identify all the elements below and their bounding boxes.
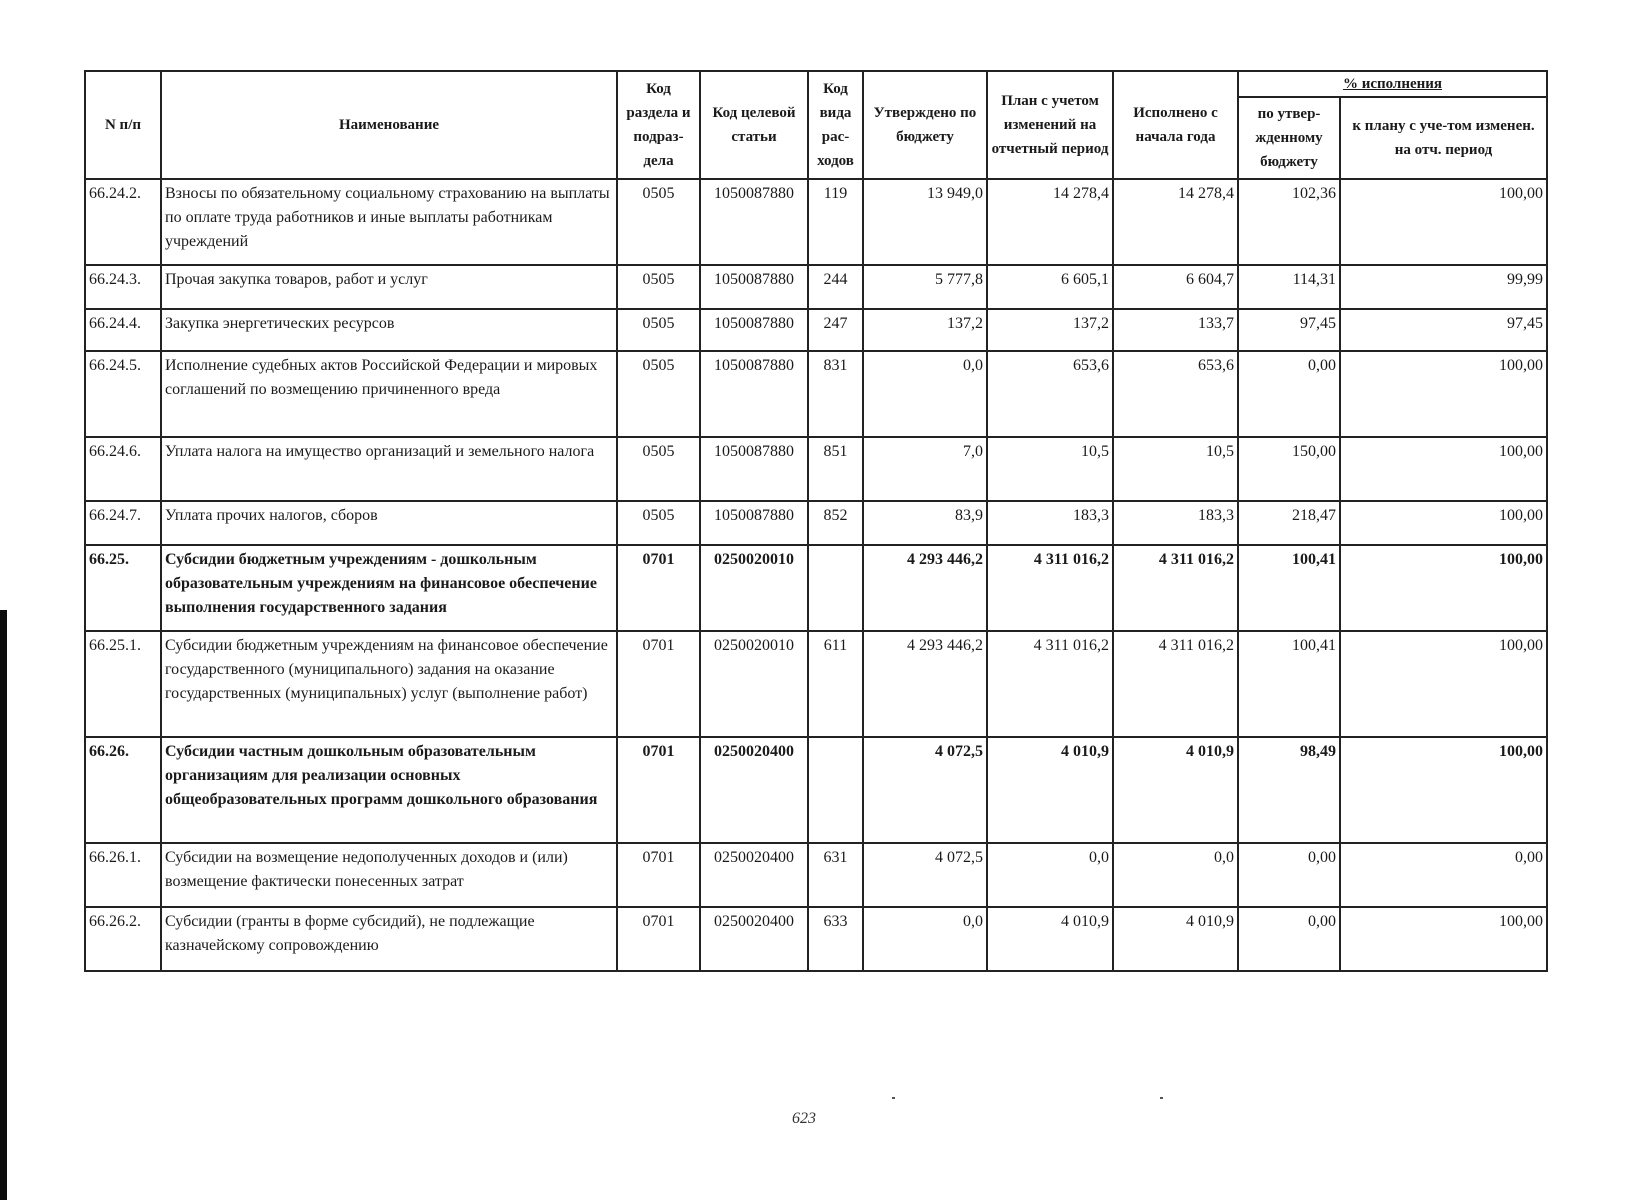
- cell-num: 66.26.1.: [85, 843, 161, 907]
- cell-approved-budget: 4 072,5: [863, 737, 987, 843]
- cell-approved-budget: 13 949,0: [863, 179, 987, 265]
- cell-percent-budget: 102,36: [1238, 179, 1340, 265]
- cell-percent-plan: 100,00: [1340, 351, 1547, 437]
- cell-plan-with-changes: 137,2: [987, 309, 1113, 351]
- table-row: [85, 309, 1547, 351]
- cell-percent-budget: 100,41: [1238, 631, 1340, 737]
- cell-num: 66.24.2.: [85, 179, 161, 265]
- cell-target-article-code: 0250020010: [700, 631, 808, 737]
- cell-percent-plan: 99,99: [1340, 265, 1547, 309]
- cell-razdel-code: 0701: [617, 737, 700, 843]
- cell-percent-budget: 218,47: [1238, 501, 1340, 545]
- cell-percent-plan: 0,00: [1340, 843, 1547, 907]
- cell-expense-type-code: 631: [808, 843, 863, 907]
- cell-plan-with-changes: 0,0: [987, 843, 1113, 907]
- cell-num: 66.26.2.: [85, 907, 161, 971]
- cell-approved-budget: 0,0: [863, 907, 987, 971]
- cell-executed: 4 311 016,2: [1113, 631, 1238, 737]
- cell-percent-plan: 100,00: [1340, 437, 1547, 501]
- cell-num: 66.25.1.: [85, 631, 161, 737]
- header-percent-budget: по утвер-жденному бюджету: [1238, 97, 1340, 179]
- cell-target-article-code: 1050087880: [700, 309, 808, 351]
- cell-percent-budget: 97,45: [1238, 309, 1340, 351]
- cell-target-article-code: 0250020400: [700, 907, 808, 971]
- cell-razdel-code: 0701: [617, 545, 700, 631]
- cell-plan-with-changes: 183,3: [987, 501, 1113, 545]
- cell-plan-with-changes: 4 010,9: [987, 737, 1113, 843]
- cell-target-article-code: 1050087880: [700, 501, 808, 545]
- cell-executed: 14 278,4: [1113, 179, 1238, 265]
- cell-razdel-code: 0701: [617, 631, 700, 737]
- table-header: [85, 71, 1547, 179]
- cell-percent-plan: 100,00: [1340, 631, 1547, 737]
- cell-plan-with-changes: 4 311 016,2: [987, 631, 1113, 737]
- cell-expense-type-code: [808, 545, 863, 631]
- cell-percent-plan: 100,00: [1340, 907, 1547, 971]
- cell-target-article-code: 0250020400: [700, 737, 808, 843]
- table-row: [85, 501, 1547, 545]
- cell-executed: 133,7: [1113, 309, 1238, 351]
- cell-num: 66.26.: [85, 737, 161, 843]
- cell-name: Уплата прочих налогов, сборов: [161, 501, 617, 545]
- header-razdel-code: Код раздела и подраз-дела: [617, 71, 700, 179]
- cell-razdel-code: 0505: [617, 179, 700, 265]
- cell-name: Исполнение судебных актов Российской Федерации и мировых соглашений по возмещению причиненного вреда: [161, 351, 617, 437]
- budget-table-container: [84, 70, 1546, 972]
- cell-num: 66.24.3.: [85, 265, 161, 309]
- cell-name: Субсидии частным дошкольным образовательным организациям для реализации основных общеобразовательных программ дошкольного образования: [161, 737, 617, 843]
- cell-name: Закупка энергетических ресурсов: [161, 309, 617, 351]
- cell-expense-type-code: 831: [808, 351, 863, 437]
- cell-percent-plan: 100,00: [1340, 179, 1547, 265]
- cell-approved-budget: 4 293 446,2: [863, 631, 987, 737]
- cell-target-article-code: 0250020010: [700, 545, 808, 631]
- cell-name: Субсидии бюджетным учреждениям на финансовое обеспечение государственного (муниципального) задания на оказание государственных (муниципальных) услуг (выполнение работ): [161, 631, 617, 737]
- budget-execution-table: [84, 70, 1548, 972]
- table-row: [85, 545, 1547, 631]
- cell-expense-type-code: 633: [808, 907, 863, 971]
- header-percent-plan: к плану с уче-том изменен. на отч. период: [1340, 97, 1547, 179]
- table-row: [85, 179, 1547, 265]
- cell-num: 66.25.: [85, 545, 161, 631]
- cell-percent-plan: 100,00: [1340, 501, 1547, 545]
- header-percent-group: % исполнения: [1238, 71, 1547, 97]
- cell-approved-budget: 83,9: [863, 501, 987, 545]
- cell-name: Прочая закупка товаров, работ и услуг: [161, 265, 617, 309]
- cell-approved-budget: 7,0: [863, 437, 987, 501]
- cell-num: 66.24.6.: [85, 437, 161, 501]
- table-row: [85, 631, 1547, 737]
- page-number: 623: [792, 1110, 816, 1127]
- cell-percent-budget: 150,00: [1238, 437, 1340, 501]
- cell-name: Взносы по обязательному социальному страхованию на выплаты по оплате труда работников и иные выплаты работникам учреждений: [161, 179, 617, 265]
- cell-approved-budget: 137,2: [863, 309, 987, 351]
- table-row: [85, 351, 1547, 437]
- header-name: Наименование: [161, 71, 617, 179]
- cell-executed: 4 010,9: [1113, 737, 1238, 843]
- cell-expense-type-code: 611: [808, 631, 863, 737]
- cell-percent-budget: 98,49: [1238, 737, 1340, 843]
- cell-expense-type-code: [808, 737, 863, 843]
- cell-executed: 10,5: [1113, 437, 1238, 501]
- cell-percent-plan: 100,00: [1340, 737, 1547, 843]
- cell-approved-budget: 4 293 446,2: [863, 545, 987, 631]
- header-num: N п/п: [85, 71, 161, 179]
- cell-plan-with-changes: 14 278,4: [987, 179, 1113, 265]
- cell-percent-budget: 0,00: [1238, 843, 1340, 907]
- cell-executed: 0,0: [1113, 843, 1238, 907]
- cell-executed: 4 010,9: [1113, 907, 1238, 971]
- header-plan-with-changes: План с учетом изменений на отчетный период: [987, 71, 1113, 179]
- cell-executed: 183,3: [1113, 501, 1238, 545]
- cell-plan-with-changes: 4 010,9: [987, 907, 1113, 971]
- cell-num: 66.24.4.: [85, 309, 161, 351]
- cell-plan-with-changes: 653,6: [987, 351, 1113, 437]
- cell-name: Субсидии (гранты в форме субсидий), не подлежащие казначейскому сопровождению: [161, 907, 617, 971]
- scan-speck: [1160, 1097, 1163, 1099]
- cell-razdel-code: 0505: [617, 351, 700, 437]
- cell-expense-type-code: 247: [808, 309, 863, 351]
- cell-razdel-code: 0505: [617, 309, 700, 351]
- table-row: [85, 737, 1547, 843]
- cell-razdel-code: 0505: [617, 265, 700, 309]
- cell-num: 66.24.7.: [85, 501, 161, 545]
- cell-executed: 6 604,7: [1113, 265, 1238, 309]
- header-target-article-code: Код целевой статьи: [700, 71, 808, 179]
- header-approved-budget: Утверждено по бюджету: [863, 71, 987, 179]
- cell-approved-budget: 4 072,5: [863, 843, 987, 907]
- cell-name: Субсидии бюджетным учреждениям - дошкольным образовательным учреждениям на финансовое обеспечение выполнения государственного задания: [161, 545, 617, 631]
- table-row: [85, 437, 1547, 501]
- cell-percent-plan: 97,45: [1340, 309, 1547, 351]
- table-row: [85, 843, 1547, 907]
- cell-expense-type-code: 244: [808, 265, 863, 309]
- cell-target-article-code: 1050087880: [700, 351, 808, 437]
- cell-approved-budget: 0,0: [863, 351, 987, 437]
- cell-plan-with-changes: 4 311 016,2: [987, 545, 1113, 631]
- header-executed: Исполнено с начала года: [1113, 71, 1238, 179]
- cell-percent-budget: 114,31: [1238, 265, 1340, 309]
- scan-dark-edge: [0, 610, 7, 1200]
- cell-executed: 4 311 016,2: [1113, 545, 1238, 631]
- table-row: [85, 265, 1547, 309]
- cell-percent-plan: 100,00: [1340, 545, 1547, 631]
- cell-percent-budget: 0,00: [1238, 351, 1340, 437]
- cell-percent-budget: 100,41: [1238, 545, 1340, 631]
- cell-name: Субсидии на возмещение недополученных доходов и (или) возмещение фактически понесенных затрат: [161, 843, 617, 907]
- table-body: [85, 179, 1547, 971]
- cell-target-article-code: 1050087880: [700, 179, 808, 265]
- cell-plan-with-changes: 10,5: [987, 437, 1113, 501]
- header-expense-type-code: Код вида рас-ходов: [808, 71, 863, 179]
- cell-plan-with-changes: 6 605,1: [987, 265, 1113, 309]
- scan-speck: [892, 1097, 895, 1099]
- cell-name: Уплата налога на имущество организаций и земельного налога: [161, 437, 617, 501]
- cell-razdel-code: 0701: [617, 843, 700, 907]
- cell-razdel-code: 0701: [617, 907, 700, 971]
- cell-expense-type-code: 851: [808, 437, 863, 501]
- cell-expense-type-code: 852: [808, 501, 863, 545]
- cell-razdel-code: 0505: [617, 501, 700, 545]
- cell-razdel-code: 0505: [617, 437, 700, 501]
- cell-target-article-code: 1050087880: [700, 265, 808, 309]
- cell-num: 66.24.5.: [85, 351, 161, 437]
- cell-executed: 653,6: [1113, 351, 1238, 437]
- cell-expense-type-code: 119: [808, 179, 863, 265]
- table-row: [85, 907, 1547, 971]
- cell-target-article-code: 1050087880: [700, 437, 808, 501]
- cell-approved-budget: 5 777,8: [863, 265, 987, 309]
- cell-percent-budget: 0,00: [1238, 907, 1340, 971]
- cell-target-article-code: 0250020400: [700, 843, 808, 907]
